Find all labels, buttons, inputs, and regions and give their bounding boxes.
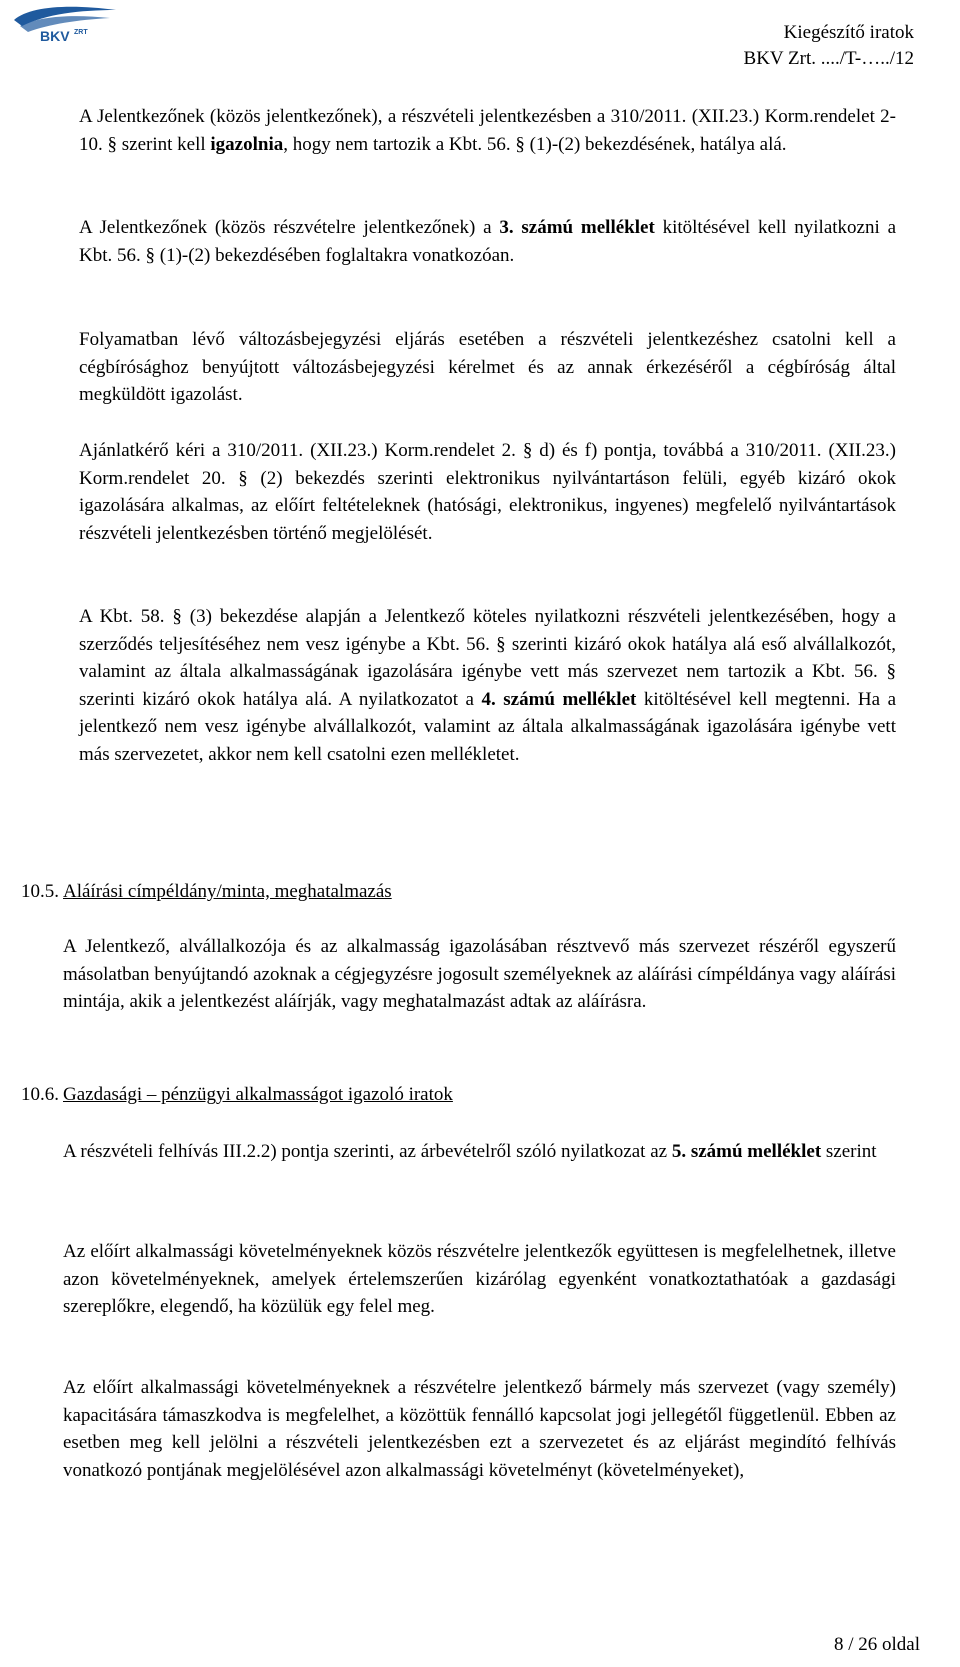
paragraph-change-registration: Folyamatban lévő változásbejegyzési eljárás esetében a részvételi jelentkezéshez csatolni kell a cégbírósághoz benyújtott változásbejegyzési kérelmet és az annak érkezéséről a cégbíróság által megküldött igazolást. [79,329,896,405]
section-number: 10.6. [21,1084,59,1105]
paragraph-annex-3: A Jelentkezőnek (közös részvételre jelentkezőnek) a 3. számú melléklet kitöltésével kell nyilatkozni a Kbt. 56. § (1)-(2) bekezdésében foglaltakra vonatkozóan. [79,217,897,266]
section-heading-10-6 [21,1081,901,1108]
bkv-logo [10,4,122,44]
page-header [0,0,960,80]
paragraph-signature-specimen: A Jelentkező, alvállalkozója és az alkalmasság igazolásában résztvevő más szervezet részéről egyszerű másolatban benyújtandó azoknak a cégjegyzésre jogosult személyeknek az aláírási címpéldánya vagy aláírási mintája, akik a jelentkezést aláírják, vagy meghatalmazást adtak az aláírásra. [63,936,896,1012]
paragraph-capacity-reliance: Az előírt alkalmassági követelményeknek a részvételre jelentkező bármely más szervezet (vagy személy) kapacitására támaszkodva is megfelelhet, a közöttük fennálló kapcsolat jogi jellegétől függetlenül. Ebben az esetben meg kell jelölni a részvételi jelentkezésben ezt a szervezetet és az eljárást megindító felhívás vonatkozó pontjának megjelölésével azon alkalmassági követelményt (követelményeket), [63,1377,896,1481]
svg-text:ZRT: ZRT [74,29,88,36]
section-title: Aláírási címpéldány/minta, meghatalmazás [63,881,392,902]
svg-text:BKV: BKV [40,28,70,44]
section-heading-10-5 [21,878,901,905]
section-title: Gazdasági – pénzügyi alkalmasságot igazoló iratok [63,1084,453,1105]
page-number: 8 / 26 oldal [833,1634,920,1655]
paragraph-registries: Ajánlatkérő kéri a 310/2011. (XII.23.) Korm.rendelet 2. § d) és f) pontja, továbbá a 310/2011. (XII.23.) Korm.rendelet 20. § (2) bekezdés szerinti elektronikus nyilvántartáson felüli, egyéb kizáró okok igazolására alkalmas, az előírt feltételeknek (hatósági, elektronikus, ingyenes) megfelelő nyilvántartások részvételi jelentkezésben történő megjelölését. [79,440,896,544]
paragraph-subcontractor-declaration: A Kbt. 58. § (3) bekezdése alapján a Jelentkező köteles nyilatkozni részvételi jelentkezésében, hogy a szerződés teljesítéséhez nem vesz igénybe a Kbt. 56. § szerinti kizáró okok hatálya alá eső alvállalkozót, valamint az általa alkalmasságának igazolására igénybe vett más szervezet nem tartozik a Kbt. 56. § szerinti kizáró okok hatálya alá. A nyilatkozatot a 4. számú melléklet kitöltésével kell megtenni. Ha a jelentkező nem vesz igénybe alvállalkozót, valamint az általa alkalmasságának igazolására igénybe vett más szervezetet, akkor nem kell csatolni ezen mellékletet. [79,606,897,765]
section-number: 10.5. [21,881,59,902]
paragraph-exclusion-proof: A Jelentkezőnek (közös jelentkezőnek), a részvételi jelentkezésben a 310/2011. (XII.23.) Korm.rendelet 2-10. § szerint kell igazolnia, hogy nem tartozik a Kbt. 56. § (1)-(2) bekezdésének, hatálya alá. [79,106,896,155]
paragraph-revenue-declaration: A részvételi felhívás III.2.2) pontja szerinti, az árbevételről szóló nyilatkozat az 5. számú melléklet szerint [63,1141,877,1162]
doc-type: Kiegészítő iratok [783,22,914,43]
header-doc-info [744,20,914,72]
doc-reference: BKV Zrt. ..../T-…../12 [743,48,914,69]
paragraph-joint-requirements: Az előírt alkalmassági követelményeknek közös részvételre jelentkezők együttesen is megfelelhetnek, illetve azon követelményeknek, amelyek értelemszerűen kizárólag egyenként vonatkoztathatóak a gazdasági szereplőkre, elegendő, ha közülük egy felel meg. [63,1241,896,1317]
